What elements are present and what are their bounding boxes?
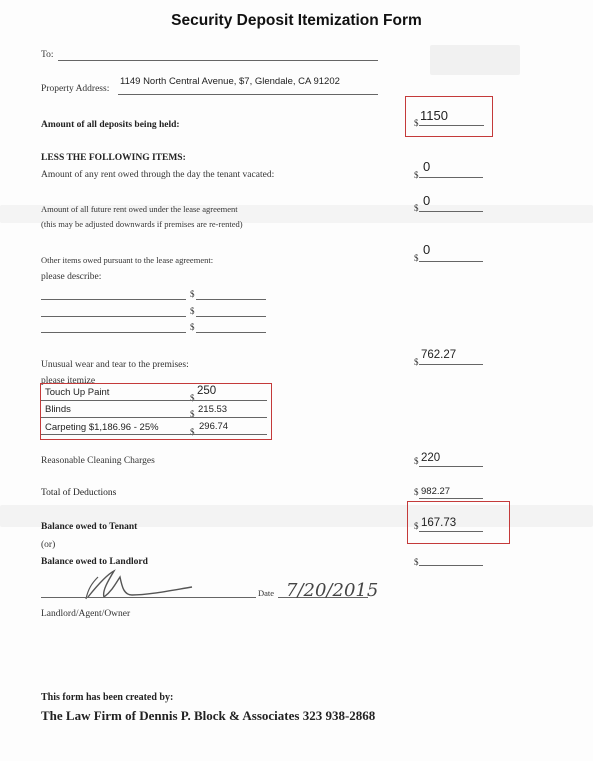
or-label: (or) [41, 540, 56, 550]
total-deductions-label: Total of Deductions [41, 488, 117, 498]
describe-dollar-1: $ [190, 289, 195, 299]
wear-item-amount: 250 [197, 385, 217, 397]
describe-amount-line-1 [196, 299, 266, 300]
cleaning-value: 220 [421, 452, 441, 464]
wear-item-line [41, 417, 267, 418]
wear-total-line [419, 364, 483, 365]
wear-item-label: Blinds [45, 404, 71, 415]
rent-owed-line [419, 177, 483, 178]
wear-item-amount: 215.53 [198, 404, 228, 415]
deposits-highlight-box [405, 96, 493, 137]
footer-created-by: This form has been created by: [41, 692, 174, 703]
describe-line-2 [41, 316, 186, 317]
future-rent-dollar: $ [414, 203, 419, 213]
future-rent-value: 0 [423, 193, 431, 208]
cleaning-line [419, 466, 483, 467]
wear-item-label: Touch Up Paint [45, 387, 110, 398]
rent-owed-dollar: $ [414, 170, 419, 180]
rent-owed-label: Amount of any rent owed through the day the tenant vacated: [41, 170, 275, 180]
please-itemize-label: please itemize [41, 376, 96, 386]
total-deductions-dollar: $ [414, 487, 419, 497]
wear-total-value: 762.27 [421, 349, 457, 361]
less-heading: LESS THE FOLLOWING ITEMS: [41, 153, 186, 163]
deposits-line [419, 125, 484, 126]
balance-landlord-line [419, 565, 483, 566]
deposits-value: 1150 [420, 108, 448, 123]
property-address-value: 1149 North Central Avenue, $7, Glendale, CA 91202 [120, 76, 340, 87]
form-title: Security Deposit Itemization Form [171, 12, 422, 29]
balance-tenant-value: 167.73 [421, 517, 457, 529]
signature-line [41, 597, 256, 598]
balance-tenant-dollar: $ [414, 521, 419, 531]
wear-item-dollar: $ [190, 393, 195, 403]
total-deductions-value: 982.27 [421, 486, 451, 497]
wear-dollar: $ [414, 357, 419, 367]
describe-dollar-3: $ [190, 322, 195, 332]
date-value: 7/20/2015 [286, 580, 379, 601]
wear-label: Unusual wear and tear to the premises: [41, 360, 189, 370]
cleaning-dollar: $ [414, 456, 419, 466]
future-rent-label: Amount of all future rent owed under the lease agreement [41, 204, 238, 214]
future-rent-line [419, 211, 483, 212]
deposits-label: Amount of all deposits being held: [41, 120, 180, 130]
wear-item-line [41, 434, 267, 435]
other-items-value: 0 [423, 242, 431, 257]
balance-landlord-label: Balance owed to Landlord [41, 557, 148, 567]
rent-owed-value: 0 [423, 159, 431, 174]
deposits-dollar: $ [414, 118, 419, 128]
describe-dollar-2: $ [190, 306, 195, 316]
other-items-dollar: $ [414, 253, 419, 263]
date-label: Date [258, 588, 275, 598]
wear-item-amount: 296.74 [199, 421, 229, 432]
describe-line-3 [41, 332, 186, 333]
wear-item-dollar: $ [190, 427, 195, 437]
future-rent-note: (this may be adjusted downwards if premises are re-rented) [41, 219, 243, 229]
other-items-line [419, 261, 483, 262]
footer-firm: The Law Firm of Dennis P. Block & Associates 323 938-2868 [41, 708, 376, 723]
wear-item-dollar: $ [190, 409, 195, 419]
describe-amount-line-2 [196, 316, 266, 317]
other-items-label: Other items owed pursuant to the lease agreement: [41, 255, 214, 265]
property-address-label: Property Address: [41, 84, 110, 94]
cleaning-label: Reasonable Cleaning Charges [41, 456, 155, 466]
to-label: To: [41, 50, 54, 60]
property-address-line [118, 94, 378, 95]
balance-landlord-dollar: $ [414, 557, 419, 567]
balance-tenant-line [419, 531, 483, 532]
describe-amount-line-3 [196, 332, 266, 333]
balance-tenant-label: Balance owed to Tenant [41, 522, 138, 532]
describe-line-1 [41, 299, 186, 300]
signature-mark [68, 565, 198, 605]
please-describe-label: please describe: [41, 272, 102, 282]
signer-label: Landlord/Agent/Owner [41, 609, 131, 619]
wear-item-line [41, 400, 267, 401]
total-deductions-line [419, 498, 483, 499]
to-line [58, 60, 378, 61]
wear-item-label: Carpeting $1,186.96 - 25% [45, 422, 159, 433]
